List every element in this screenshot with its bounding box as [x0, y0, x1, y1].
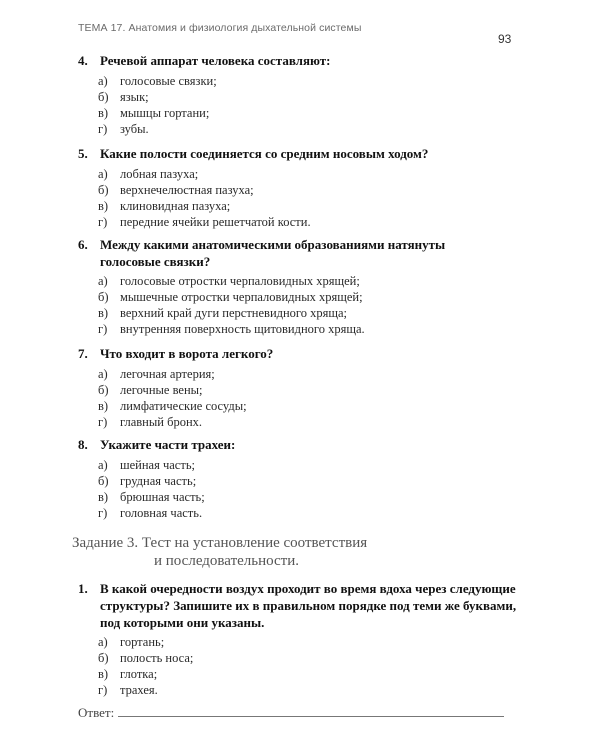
- option-text: язык;: [120, 90, 149, 104]
- option-text: верхний край дуги перстневидного хряща;: [120, 306, 348, 320]
- option-letter: а): [98, 167, 108, 181]
- option-text: лобная пазуха;: [120, 167, 199, 181]
- answer-label: Ответ:: [78, 705, 115, 720]
- option-g: [98, 321, 538, 337]
- option-text: клиновидная пазуха;: [120, 199, 231, 213]
- option-g: [98, 414, 538, 430]
- option-text: шейная часть;: [120, 458, 195, 472]
- option-v: [98, 489, 538, 505]
- option-letter: в): [98, 667, 109, 681]
- question-4: [78, 52, 538, 69]
- option-a: [98, 73, 538, 89]
- question-5: [78, 145, 538, 162]
- option-letter: г): [98, 506, 108, 520]
- question-6: [78, 236, 478, 270]
- question-text: Какие полости соединяется со средним носовым ходом?: [100, 146, 429, 161]
- option-a: [98, 273, 538, 289]
- option-text: передние ячейки решетчатой кости.: [120, 215, 311, 229]
- option-text: голосовые связки;: [120, 74, 217, 88]
- option-v: [98, 198, 538, 214]
- option-text: полость носа;: [120, 651, 194, 665]
- option-v: [98, 398, 538, 414]
- option-letter: в): [98, 106, 109, 120]
- option-b: [98, 182, 538, 198]
- option-letter: а): [98, 635, 108, 649]
- option-g: [98, 121, 538, 137]
- question-8: [78, 436, 538, 453]
- option-text: внутренняя поверхность щитовидного хряща.: [120, 322, 365, 336]
- task-title-line1: Задание 3. Тест на установление соответствия: [72, 535, 368, 551]
- option-letter: г): [98, 215, 108, 229]
- question-text: Что входит в ворота легкого?: [100, 346, 274, 361]
- option-letter: б): [98, 183, 109, 197]
- option-text: брюшная часть;: [120, 490, 205, 504]
- question-6-options: [98, 273, 538, 337]
- question-4-options: [98, 73, 538, 137]
- option-text: грудная часть;: [120, 474, 197, 488]
- option-a: [98, 457, 538, 473]
- option-text: легочные вены;: [120, 383, 203, 397]
- option-b: [98, 89, 538, 105]
- question-number: 4.: [78, 53, 88, 68]
- option-text: главный бронх.: [120, 415, 203, 429]
- option-text: мышечные отростки черпаловидных хрящей;: [120, 290, 363, 304]
- task-3-question-1-options: [98, 634, 538, 698]
- option-letter: а): [98, 74, 108, 88]
- option-letter: а): [98, 274, 108, 288]
- question-8-options: [98, 457, 538, 521]
- task-title-line2: и последовательности.: [154, 553, 299, 569]
- option-text: лимфатические сосуды;: [120, 399, 247, 413]
- option-text: головная часть.: [120, 506, 203, 520]
- option-text: верхнечелюстная пазуха;: [120, 183, 254, 197]
- option-text: гортань;: [120, 635, 165, 649]
- question-7-options: [98, 366, 538, 430]
- option-letter: б): [98, 383, 109, 397]
- question-7: [78, 345, 538, 362]
- option-letter: г): [98, 683, 108, 697]
- option-text: глотка;: [120, 667, 158, 681]
- option-a: [98, 634, 538, 650]
- option-letter: а): [98, 367, 108, 381]
- option-a: [98, 166, 538, 182]
- option-b: [98, 473, 538, 489]
- option-letter: б): [98, 474, 109, 488]
- question-number: 6.: [78, 237, 88, 252]
- option-letter: б): [98, 90, 109, 104]
- option-g: [98, 682, 538, 698]
- option-a: [98, 366, 538, 382]
- option-b: [98, 650, 538, 666]
- question-text: Между какими анатомическими образованиями натянуты голосовые связки?: [100, 237, 446, 269]
- task-3-heading: [72, 534, 542, 570]
- question-number: 7.: [78, 346, 88, 361]
- option-letter: а): [98, 458, 108, 472]
- running-head: ТЕМА 17. Анатомия и физиология дыхательной системы: [78, 22, 362, 34]
- option-text: трахея.: [120, 683, 158, 697]
- question-text: Речевой аппарат человека составляют:: [100, 53, 331, 68]
- option-letter: в): [98, 199, 109, 213]
- option-letter: б): [98, 290, 109, 304]
- option-letter: в): [98, 306, 109, 320]
- task-3-question-1: [78, 580, 528, 631]
- option-b: [98, 382, 538, 398]
- option-v: [98, 305, 538, 321]
- answer-line[interactable]: [118, 716, 504, 717]
- option-v: [98, 105, 538, 121]
- question-number: 5.: [78, 146, 88, 161]
- option-g: [98, 505, 538, 521]
- question-text: Укажите части трахеи:: [100, 437, 236, 452]
- question-5-options: [98, 166, 538, 230]
- question-number: 1.: [78, 581, 88, 596]
- option-letter: б): [98, 651, 109, 665]
- question-number: 8.: [78, 437, 88, 452]
- option-text: мышцы гортани;: [120, 106, 210, 120]
- option-letter: в): [98, 490, 109, 504]
- option-text: легочная артерия;: [120, 367, 215, 381]
- option-letter: г): [98, 415, 108, 429]
- option-letter: в): [98, 399, 109, 413]
- option-b: [98, 289, 538, 305]
- option-v: [98, 666, 538, 682]
- option-letter: г): [98, 122, 108, 136]
- option-text: зубы.: [120, 122, 149, 136]
- question-text: В какой очередности воздух проходит во время вдоха через следующие структуры? Запишите их в правильном порядке под теми же буквами, под которыми они указаны.: [100, 581, 517, 630]
- page-number: 93: [498, 32, 512, 46]
- option-g: [98, 214, 538, 230]
- option-text: голосовые отростки черпаловидных хрящей;: [120, 274, 360, 288]
- option-letter: г): [98, 322, 108, 336]
